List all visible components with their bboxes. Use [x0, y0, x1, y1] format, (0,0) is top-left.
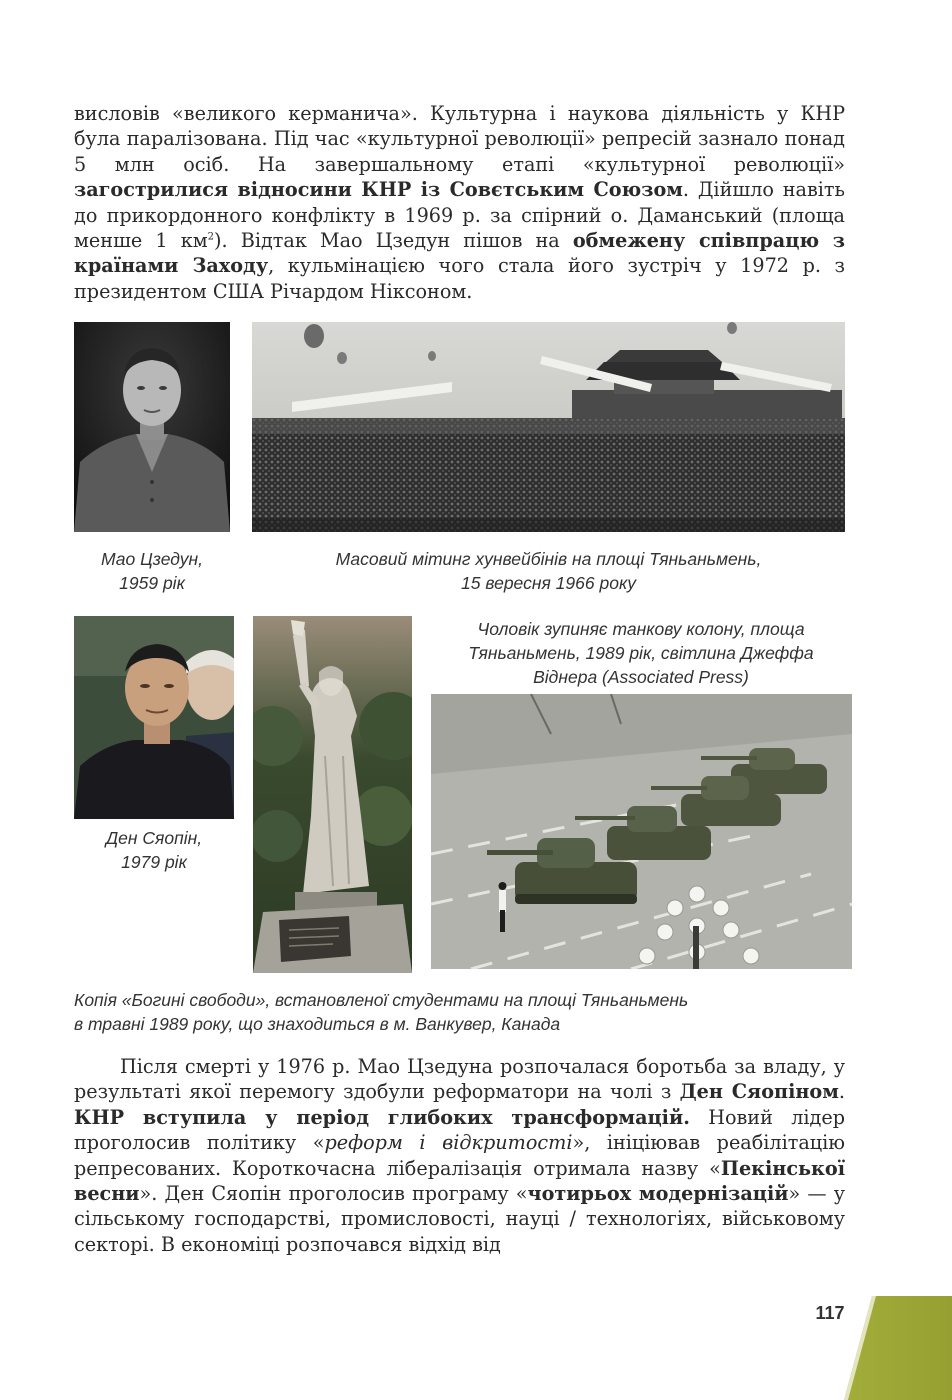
mao-portrait-photo — [74, 322, 230, 532]
bold-phrase-relations: загострилися відносини КНР із Совєтським Союзом — [74, 178, 683, 202]
tiananmen-rally-photo — [252, 322, 845, 532]
tank-man-photo — [431, 694, 852, 969]
mao-caption: Мао Цзедун, 1959 рік — [100, 549, 204, 593]
rally-caption: Масовий мітинг хунвейбінів на площі Тяньаньмень, 15 вересня 1966 року — [335, 549, 762, 593]
bold-phrase-cooperation: обмежену співпрацю з країнами Заходу — [74, 229, 845, 278]
page-number: 117 — [815, 1303, 845, 1323]
page-corner-decoration — [752, 1296, 952, 1400]
bold-phrase-four-modernizations: чотирьох модернізацій — [527, 1182, 789, 1206]
italic-phrase-reforms: реформ і відкритості — [324, 1131, 573, 1155]
deng-caption: Ден Сяопін, 1979 рік — [105, 828, 203, 872]
bold-phrase-transformations: КНР вступила у період глибоких трансформацій. — [74, 1105, 690, 1129]
goddess-of-democracy-statue-photo — [253, 616, 412, 973]
text-paragraph-2: Після смерті у 1976 р. Мао Цзедуна розпочалася боротьба за владу, у результаті якої перемогу здобули реформатори на чолі з Ден Сяопіном. КНР вступила у період глибоких трансформацій. Новий лідер проголосив політику «реформ і відкритості», ініціював реабілітацію репресованих. Короткочасна лібералізація отримала назву «Пекінської весни». Ден Сяопін проголосив програму «чотирьох модернізацій» — у сільському господарстві, промисловості, науці / технологіях, військовому секторі. В економіці розпочався відхід від — [74, 1055, 845, 1256]
text-paragraph-1: висловів «великого керманича». Культурна і наукова діяльність у КНР була паралізована. Під час «культурної революції» репресій зазнало понад 5 млн осіб. На завершальному етапі «культурної революції» загострилися відносини КНР із Совєтським Союзом. Дійшло навіть до прикордонного конфлікту в 1969 р. за спірний о. Даманський (площа менше 1 $км^2$). Відтак Мао Цзедун пішов на обмежену співпрацю з країнами Заходу, кульмінацією чого стала його зустріч у 1972 р. з президентом США Річардом Ніксоном. — [74, 102, 845, 303]
tank-man-caption: Чоловік зупиняє танкову колону, площа Тяньаньмень, 1989 рік, світлина Джеффа Віднера (Associated Press) — [468, 619, 814, 687]
bold-phrase-beijing-spring: Пекінської весни — [74, 1156, 845, 1206]
bold-phrase-deng: Ден Сяопіном — [679, 1080, 839, 1104]
deng-xiaoping-photo — [74, 616, 234, 819]
goddess-caption: Копія «Богині свободи», встановленої студентами на площі Тяньаньмень в травні 1989 року, що знаходиться в м. Ванкувер, Канада — [74, 990, 689, 1034]
